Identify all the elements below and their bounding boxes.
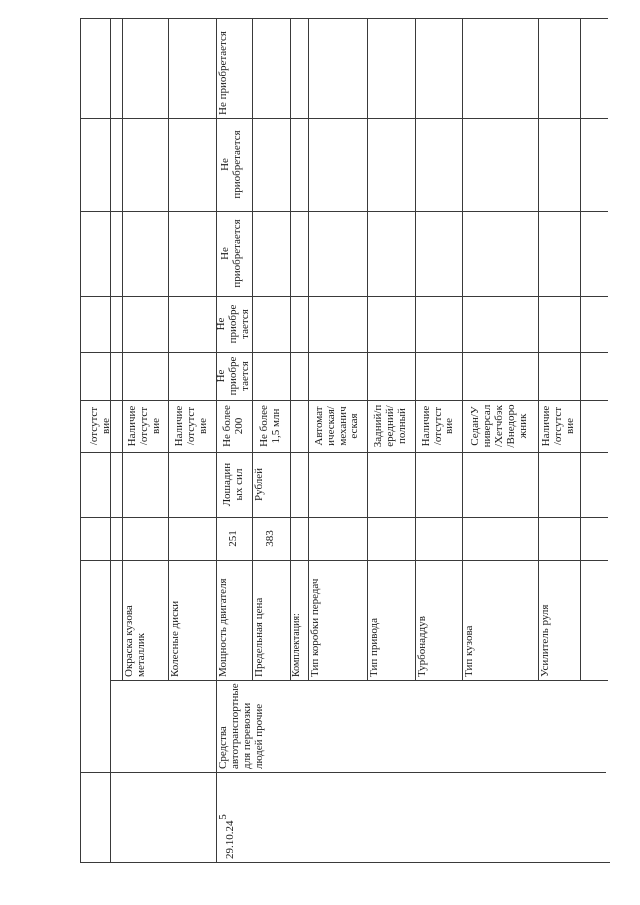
grid-line xyxy=(110,680,608,681)
not-purchased: Не приобретается xyxy=(219,219,243,288)
value: Наличие /отсутст вие xyxy=(419,405,456,447)
characteristic-name: Усилитель руля xyxy=(539,604,551,677)
value: Задний/п ередний/ полный xyxy=(372,404,408,448)
characteristic-name-cell xyxy=(168,560,216,680)
characteristic-name: Тип кузова xyxy=(463,625,475,677)
grid-line xyxy=(80,517,608,518)
characteristic-name: Предельная цена xyxy=(253,597,265,677)
characteristic-name-cell xyxy=(216,560,252,680)
unit-cell xyxy=(252,452,290,517)
unit-code: 383 xyxy=(264,530,277,547)
not-purchased-cell xyxy=(216,296,252,352)
category-cell xyxy=(216,680,276,772)
characteristic-name-cell xyxy=(252,560,290,680)
not-purchased-cell xyxy=(212,118,252,211)
characteristic-name-cell xyxy=(308,560,367,680)
characteristic-name: Тип коробки передач xyxy=(309,578,321,677)
value: Наличие /отсутст вие xyxy=(173,405,209,447)
characteristic-name-cell xyxy=(122,560,168,680)
unit-code: 251 xyxy=(227,530,240,547)
value-cell xyxy=(308,400,367,452)
not-purchased-cell xyxy=(216,352,252,400)
value-cell xyxy=(538,400,580,452)
characteristic-name-cell xyxy=(462,560,538,680)
not-purchased: Не приобретается xyxy=(217,31,230,115)
value-cell xyxy=(216,400,252,452)
unit: Лошадин ых сил xyxy=(221,462,245,507)
grid-line xyxy=(80,18,608,19)
not-purchased-cell xyxy=(212,18,236,118)
characteristic-name: Окраска кузова металлик xyxy=(123,605,147,677)
value-cell xyxy=(462,400,538,452)
value-cell xyxy=(80,400,122,452)
characteristic-name: Колесные диски xyxy=(169,600,181,677)
value-cell xyxy=(252,400,290,452)
characteristic-name: Тип привода xyxy=(368,617,380,677)
date-cell xyxy=(216,772,246,862)
value: Седан/У ниверсал /Хетчбэк /Внедоро жник xyxy=(469,404,529,448)
value: /отсутст вие xyxy=(88,406,112,446)
value: Автомат ическая/ механич еская xyxy=(312,406,361,446)
value-cell xyxy=(168,400,216,452)
date: 29.10.24 xyxy=(224,820,237,859)
characteristic-name-cell xyxy=(367,560,415,680)
grid-line xyxy=(80,452,608,453)
grid-line xyxy=(80,211,608,212)
value: Наличие /отсутст вие xyxy=(540,405,576,447)
value: Не более 200 xyxy=(221,405,245,447)
characteristic-name: Комплектация: xyxy=(291,613,302,677)
value-cell xyxy=(415,400,462,452)
unit: Рублей xyxy=(253,467,265,502)
value-cell xyxy=(367,400,415,452)
grid-line xyxy=(80,772,606,773)
value: Наличие /отсутст вие xyxy=(126,405,162,447)
characteristic-name-cell xyxy=(415,560,462,680)
not-purchased-cell xyxy=(212,211,252,296)
unit-code-cell xyxy=(252,517,290,560)
grid-line xyxy=(580,18,581,681)
not-purchased: Не приобре тается xyxy=(215,304,251,344)
characteristic-name: Турбонаддув xyxy=(416,616,428,677)
grid-line xyxy=(80,118,608,119)
unit-code-cell xyxy=(216,517,252,560)
not-purchased: Не приобретается xyxy=(219,130,243,199)
characteristic-name-cell xyxy=(290,560,308,680)
category: Средства автотранспортные для перевозки людей прочие xyxy=(217,683,265,769)
grid-line xyxy=(80,862,610,863)
grid-line xyxy=(80,352,608,353)
characteristic-name-cell xyxy=(538,560,580,680)
not-purchased: Не приобре тается xyxy=(215,356,251,396)
characteristic-name: Мощность двигателя xyxy=(217,578,229,677)
value: Не более 1,5 млн xyxy=(258,405,282,447)
grid-line xyxy=(80,296,608,297)
row-number: 5 xyxy=(217,814,229,820)
value-cell xyxy=(122,400,168,452)
unit-cell xyxy=(216,452,252,517)
